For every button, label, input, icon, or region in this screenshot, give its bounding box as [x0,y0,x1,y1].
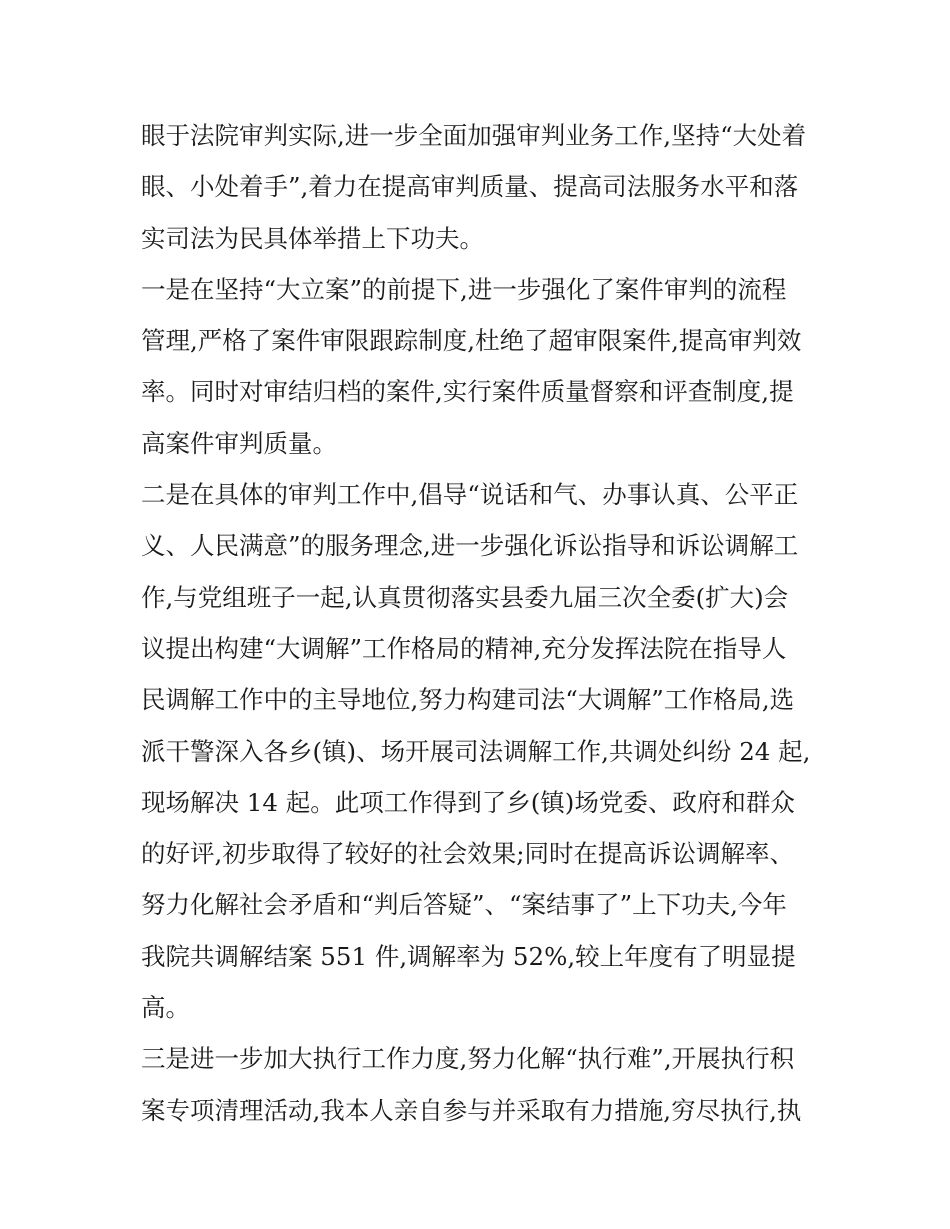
text-line: 高。 [141,993,190,1023]
text-line: 议提出构建“大调解”工作格局的精神,充分发挥法院在指导人 [141,633,787,663]
text-line: 管理,严格了案件审限跟踪制度,杜绝了超审限案件,提高审判效 [141,326,802,356]
text-line: 高案件审判质量。 [141,428,337,458]
text-line: 我院共调解结案 551 件,调解率为 52%,较上年度有了明显提 [141,941,796,971]
text-line: 三是进一步加大执行工作力度,努力化解“执行难”,开展执行积 [141,1044,795,1074]
text-line: 眼于法院审判实际,进一步全面加强审判业务工作,坚持“大处着 [141,121,807,150]
text-line: 眼、小处着手”,着力在提高审判质量、提高司法服务水平和落 [141,172,799,202]
text-line: 的好评,初步取得了较好的社会效果;同时在提高诉讼调解率、 [141,839,795,869]
text-line: 二是在具体的审判工作中,倡导“说话和气、办事认真、公平正 [141,480,799,510]
text-line: 率。同时对审结归档的案件,实行案件质量督察和评查制度,提 [141,377,794,407]
body-text [141,110,813,1136]
text-line: 现场解决 14 起。此项工作得到了乡(镇)场党委、政府和群众 [141,787,795,817]
text-line: 民调解工作中的主导地位,努力构建司法“大调解”工作格局,选 [141,685,795,715]
text-line: 努力化解社会矛盾和“判后答疑”、“案结事了”上下功夫,今年 [141,890,787,920]
text-line: 案专项清理活动,我本人亲自参与并采取有力措施,穷尽执行,执 [141,1095,802,1125]
text-line: 实司法为民具体举措上下功夫。 [141,223,484,253]
text-line: 一是在坚持“大立案”的前提下,进一步强化了案件审判的流程 [141,274,787,304]
text-line: 派干警深入各乡(镇)、场开展司法调解工作,共调处纠纷 24 起, [141,736,811,766]
text-line: 义、人民满意”的服务理念,进一步强化诉讼指导和诉讼调解工 [141,531,799,561]
text-line: 作,与党组班子一起,认真贯彻落实县委九届三次全委(扩大)会 [141,582,789,612]
